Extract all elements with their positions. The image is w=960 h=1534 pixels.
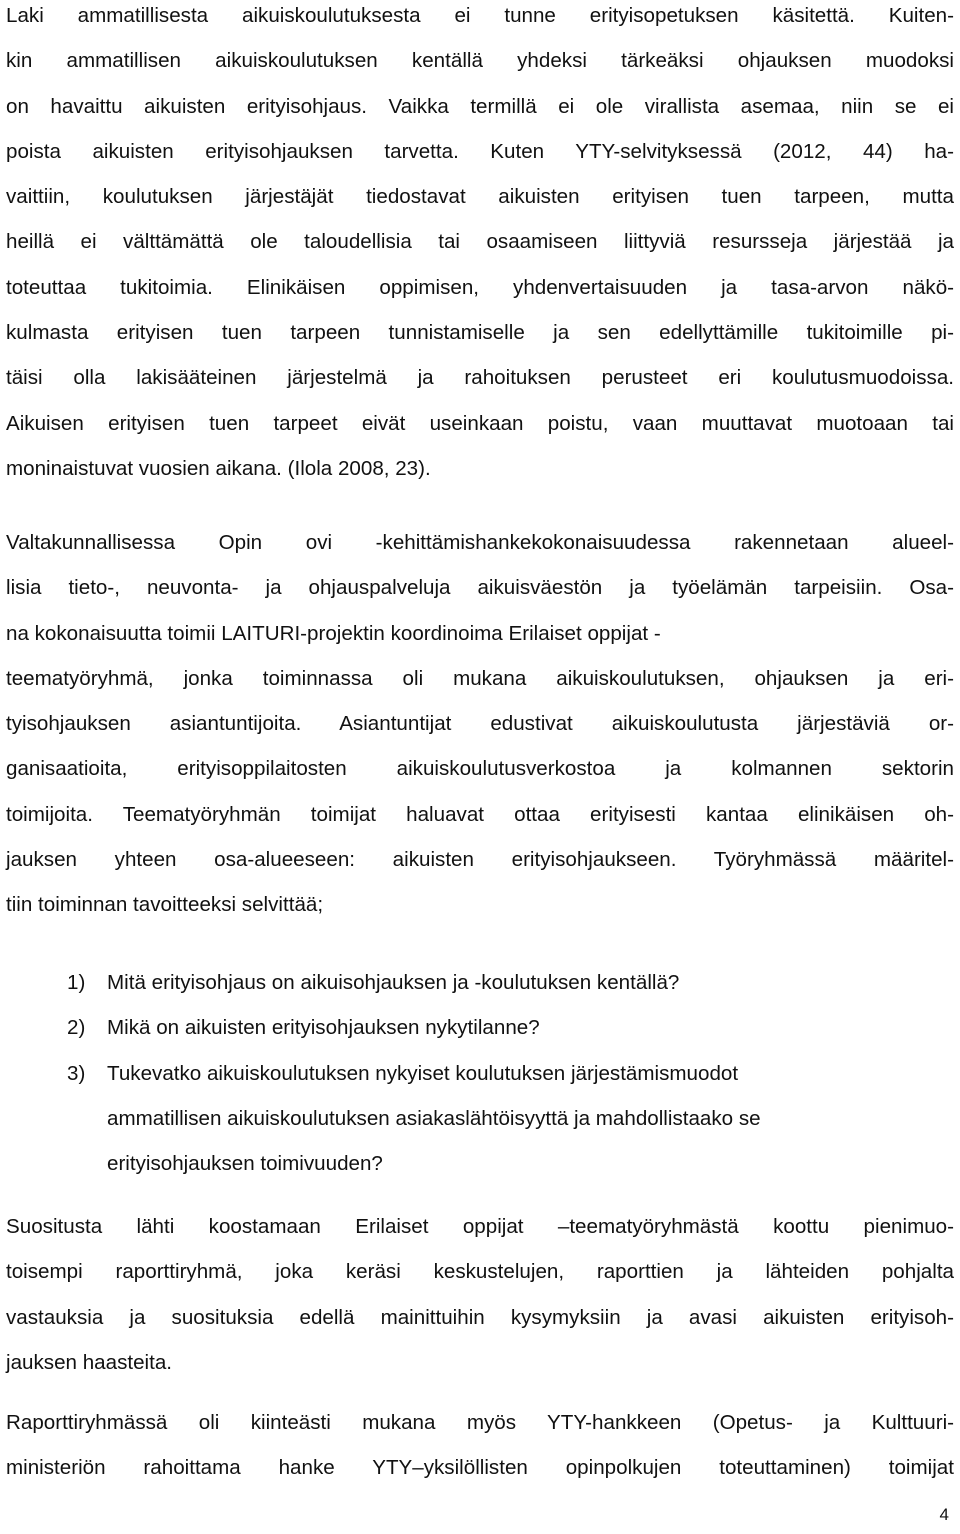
text-line: ganisaatioita, erityisoppilaitosten aikuiskoulutusverkostoa ja kolmannen sektorin — [6, 757, 954, 781]
research-questions-list — [6, 960, 954, 1186]
text-line: kin ammatillisen aikuiskoulutuksen kentällä yhdeksi tärkeäksi ohjauksen muodoksi — [6, 49, 954, 73]
text-line: vaittiin, koulutuksen järjestäjät tiedostavat aikuisten erityisen tuen tarpeen, mutta — [6, 185, 954, 209]
text-line: ammatillisen aikuiskoulutuksen asiakaslähtöisyyttä ja mahdollistaako se — [107, 1106, 761, 1130]
text-line: Laki ammatillisesta aikuiskoulutuksesta ei tunne erityisopetuksen käsitettä. Kuiten- — [6, 4, 954, 27]
page-number: 4 — [939, 1505, 949, 1524]
text-line: Mikä on aikuisten erityisohjauksen nykytilanne? — [107, 1016, 540, 1040]
text-line: toteuttaa tukitoimia. Elinikäisen oppimisen, yhdenvertaisuuden ja tasa-arvon näkö- — [6, 275, 954, 299]
text-line: tyisohjauksen asiantuntijoita. Asiantuntijat edustivat aikuiskoulutusta järjestäviä or- — [6, 712, 954, 736]
list-item — [6, 1051, 954, 1187]
text-line: tiin toiminnan tavoitteeksi selvittää; — [6, 893, 324, 917]
text-line: Raporttiryhmässä oli kiinteästi mukana myös YTY-hankkeen (Opetus- ja Kulttuuri- — [6, 1411, 954, 1434]
text-line: heillä ei välttämättä ole taloudellisia tai osaamiseen liittyviä resursseja järjestää ja — [6, 230, 954, 254]
text-line: jauksen haasteita. — [6, 1350, 173, 1374]
text-line: poista aikuisten erityisohjauksen tarvetta. Kuten YTY-selvityksessä (2012, 44) ha- — [6, 139, 954, 163]
text-line: toimijoita. Teematyöryhmän toimijat haluavat ottaa erityisesti kantaa elinikäisen oh- — [6, 802, 954, 826]
text-line: Aikuisen erityisen tuen tarpeet eivät useinkaan poistu, vaan muuttavat muotoaan tai — [6, 411, 954, 435]
text-line: Mitä erityisohjaus on aikuisohjauksen ja -koulutuksen kentällä? — [107, 971, 680, 994]
text-line: teematyöryhmä, jonka toiminnassa oli mukana aikuiskoulutuksen, ohjauksen ja eri- — [6, 666, 954, 690]
list-item — [6, 960, 954, 1005]
text-line: Suositusta lähti koostamaan Erilaiset oppijat –teematyöryhmästä koottu pienimuo- — [6, 1215, 954, 1238]
paragraph-yty-project — [6, 1400, 954, 1491]
text-line: na kokonaisuutta toimii LAITURI-projektin koordinoima Erilaiset oppijat - — [6, 621, 661, 645]
text-line: on havaittu aikuisten erityisohjaus. Vaikka termillä ei ole virallista asemaa, niin se ei — [6, 94, 954, 118]
text-line: toisempi raporttiryhmä, joka keräsi keskustelujen, raporttien ja lähteiden pohjalta — [6, 1260, 954, 1284]
list-item-number: 1) — [67, 971, 86, 994]
text-line: Valtakunnallisessa Opin ovi -kehittämishankekokonaisuudessa rakennetaan alueel- — [6, 531, 954, 554]
text-line: vastauksia ja suosituksia edellä mainittuihin kysymyksiin ja avasi aikuisten erityisoh- — [6, 1305, 954, 1329]
paragraph-opin-ovi-project — [6, 520, 954, 928]
text-line: erityisohjauksen toimivuuden? — [107, 1152, 383, 1176]
paragraph-special-needs-guidance — [6, 0, 954, 491]
list-item — [6, 1005, 954, 1050]
paragraph-report-group — [6, 1204, 954, 1385]
text-line: lisia tieto-, neuvonta- ja ohjauspalveluja aikuisväestön ja työelämän tarpeisiin. Osa- — [6, 576, 954, 600]
text-line: täisi olla lakisääteinen järjestelmä ja rahoituksen perusteet eri koulutusmuodoissa. — [6, 366, 954, 390]
text-line: moninaistuvat vuosien aikana. (Ilola 2008, 23). — [6, 456, 431, 480]
text-line: kulmasta erityisen tuen tarpeen tunnistamiselle ja sen edellyttämille tukitoimille pi- — [6, 321, 954, 345]
list-item-number: 3) — [67, 1061, 86, 1085]
text-line: jauksen yhteen osa-alueeseen: aikuisten erityisohjaukseen. Työryhmässä määritel- — [6, 848, 954, 872]
text-line: Tukevatko aikuiskoulutuksen nykyiset koulutuksen järjestämismuodot — [107, 1061, 739, 1085]
list-item-number: 2) — [67, 1016, 86, 1040]
text-line: ministeriön rahoittama hanke YTY–yksilöllisten opinpolkujen toteuttaminen) toimijat — [6, 1456, 954, 1480]
